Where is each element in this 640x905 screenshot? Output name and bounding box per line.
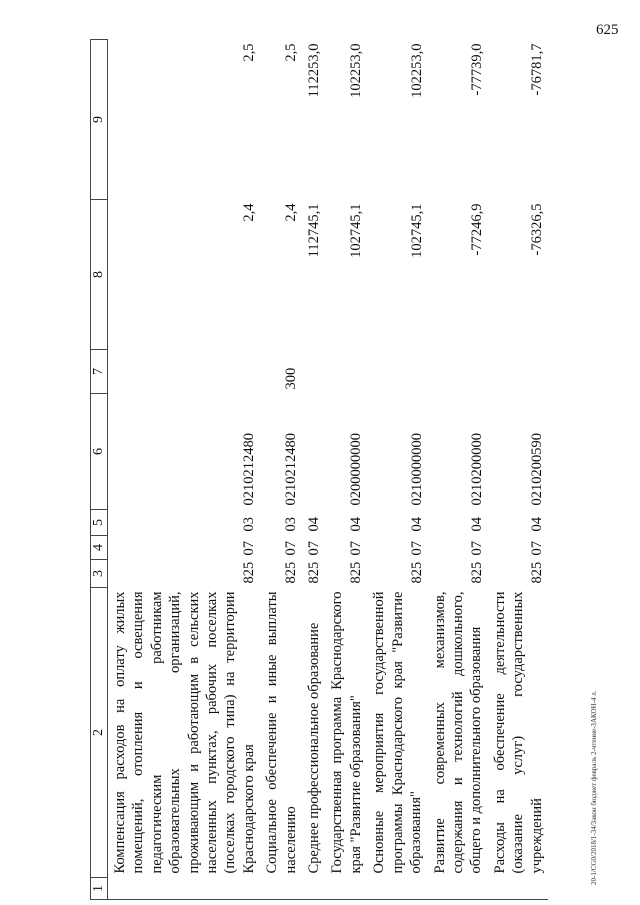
code-cell <box>108 350 261 394</box>
empty-cell <box>325 878 367 900</box>
table-body <box>108 40 548 900</box>
row-name: Социальное обеспечение и иные выплаты населению <box>264 591 299 874</box>
code-cell: 04 <box>408 517 425 532</box>
empty-cell <box>302 878 325 900</box>
rotated-table-container <box>90 40 590 900</box>
code-cell: 825 <box>241 561 258 584</box>
code-cell: 07 <box>528 541 545 556</box>
column-header: 2 <box>91 588 108 878</box>
code-cell: 0210200590 <box>528 433 545 506</box>
code-cell <box>367 350 427 394</box>
code-cell: 04 <box>348 517 365 532</box>
code-cell <box>302 350 325 394</box>
value-cell: 112745,1 <box>306 203 323 258</box>
column-header: 8 <box>91 200 108 350</box>
value-cell: 102745,1 <box>408 203 425 258</box>
code-cell: 07 <box>306 541 323 556</box>
code-cell: 300 <box>283 367 300 390</box>
empty-cell <box>488 878 548 900</box>
code-cell: 07 <box>283 541 300 556</box>
value-cell: 102253,0 <box>348 43 365 98</box>
code-cell: 03 <box>283 517 300 532</box>
value-cell: 2,4 <box>283 203 300 222</box>
value-cell: 102253,0 <box>408 43 425 98</box>
code-cell: 0210212480 <box>241 433 258 506</box>
table-row <box>367 40 427 900</box>
value-cell: 2,4 <box>241 203 258 222</box>
empty-cell <box>428 878 488 900</box>
code-cell: 04 <box>528 517 545 532</box>
column-header: 7 <box>91 350 108 394</box>
code-cell: 825 <box>348 561 365 584</box>
column-header: 5 <box>91 510 108 536</box>
code-cell: 04 <box>468 517 485 532</box>
value-cell: -76326,5 <box>528 203 545 256</box>
code-cell: 0200000000 <box>348 433 365 506</box>
value-cell: -77739,0 <box>468 43 485 96</box>
code-cell: 825 <box>408 561 425 584</box>
page-number: 625 <box>596 22 619 38</box>
empty-cell <box>108 878 261 900</box>
code-cell: 07 <box>348 541 365 556</box>
row-name: Компенсация расходов на оплату жилых помещений, отопления и освещения педагогическим работникам образовательных организаций, проживающим и работающим в сельских населенных пунктах, рабочих поселках (поселках городского типа) на территории Краснодарского края <box>112 591 257 874</box>
code-cell <box>325 350 367 394</box>
code-cell: 03 <box>241 517 258 532</box>
footer-code: 20-1/CG0/2018/1-34/Закон бюджет февраль 2-чтение-ЗАКОН-4 л. <box>590 690 598 885</box>
row-name: Развитие современных механизмов, содержания и технологий дошкольного, общего и дополнительного образования <box>431 591 485 874</box>
column-header: 6 <box>91 394 108 510</box>
code-cell: 0210000000 <box>408 433 425 506</box>
code-cell: 07 <box>241 541 258 556</box>
code-cell <box>428 350 488 394</box>
code-cell: 07 <box>468 541 485 556</box>
value-cell: -76781,7 <box>528 43 545 96</box>
code-cell <box>488 350 548 394</box>
value-cell: 2,5 <box>283 43 300 62</box>
value-cell: 2,5 <box>241 43 258 62</box>
empty-cell <box>367 878 427 900</box>
code-cell <box>302 394 325 510</box>
code-cell: 825 <box>468 561 485 584</box>
row-name: Основные мероприятия государственной программы Краснодарского края "Развитие образования" <box>371 591 425 874</box>
code-cell: 07 <box>408 541 425 556</box>
code-cell: 0210212480 <box>283 433 300 506</box>
value-cell: 102745,1 <box>348 203 365 258</box>
code-cell: 825 <box>528 561 545 584</box>
table-row <box>108 40 261 900</box>
column-header: 4 <box>91 536 108 560</box>
table-row <box>488 40 548 900</box>
table-row <box>325 40 367 900</box>
column-header: 1 <box>91 878 108 900</box>
column-header: 3 <box>91 560 108 588</box>
budget-table <box>90 39 548 900</box>
value-cell: 112253,0 <box>306 43 323 98</box>
code-cell: 825 <box>306 561 323 584</box>
column-number-row <box>91 40 108 900</box>
code-cell: 0210200000 <box>468 433 485 506</box>
value-cell: -77246,9 <box>468 203 485 256</box>
table-row <box>428 40 488 900</box>
code-cell: 825 <box>283 561 300 584</box>
empty-cell <box>260 878 302 900</box>
row-name: Государственная программа Краснодарского края "Развитие образования" <box>329 591 364 874</box>
table-row <box>260 40 302 900</box>
table-row <box>302 40 325 900</box>
row-name: Расходы на обеспечение деятельности (оказание услуг) государственных учреждений <box>491 591 545 874</box>
row-name: Среднее профессиональное образование <box>306 622 323 874</box>
code-cell: 04 <box>306 517 323 532</box>
column-header: 9 <box>91 40 108 200</box>
